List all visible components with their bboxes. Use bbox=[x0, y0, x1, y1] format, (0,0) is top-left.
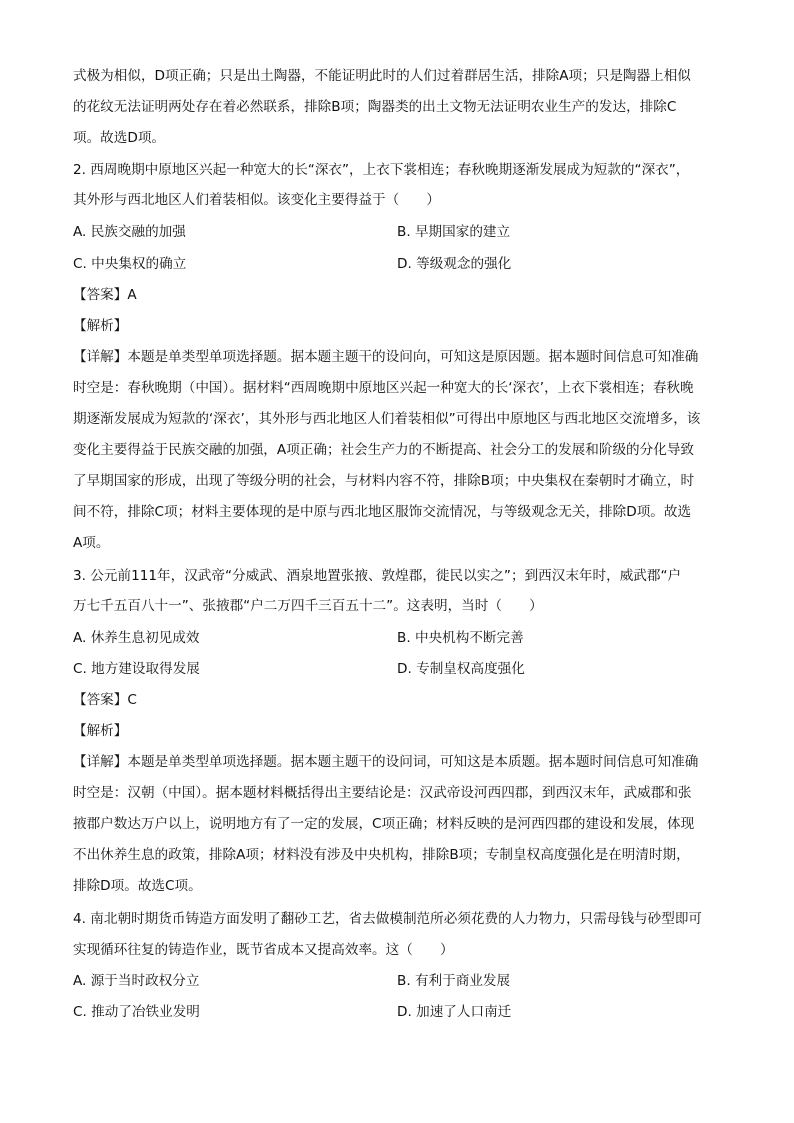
question-stem: 其外形与西北地区人们着装相似。该变化主要得益于（ ） bbox=[73, 192, 441, 208]
question-stem: 实现循环往复的铸造作业，既节省成本又提高效率。这（ ） bbox=[73, 942, 454, 958]
option-b: B. 早期国家的建立 bbox=[397, 224, 511, 240]
text-line: 的花纹无法证明两处存在着必然联系，排除B项；陶器类的出土文物无法证明农业生产的发达，排除C bbox=[73, 99, 677, 115]
analysis-label: 【解析】 bbox=[73, 723, 128, 739]
text-line: 式极为相似，D项正确；只是出土陶器，不能证明此时的人们过着群居生活，排除A项；只是陶器上相似 bbox=[73, 68, 691, 84]
option-a: A. 源于当时政权分立 bbox=[73, 973, 200, 989]
question-stem: 3. 公元前111年，汉武帝“分威武、酒泉地置张掖、敦煌郡，徙民以实之”；到西汉末年时，威武郡“户 bbox=[73, 568, 682, 584]
option-b: B. 中央机构不断完善 bbox=[397, 630, 524, 646]
text-line: 项。故选D项。 bbox=[73, 130, 166, 146]
detail-line: 期逐渐发展成为短款的‘深衣’，其外形与西北地区人们着装相似”可得出中原地区与西北地区交流增多，该 bbox=[73, 411, 701, 427]
option-a: A. 民族交融的加强 bbox=[73, 224, 186, 240]
analysis-label: 【解析】 bbox=[73, 318, 128, 334]
detail-line: 时空是：春秋晚期（中国）。据材料“西周晚期中原地区兴起一种宽大的长‘深衣’，上衣下裳相连；春秋晚 bbox=[73, 380, 694, 396]
option-c: C. 地方建设取得发展 bbox=[73, 661, 200, 677]
option-a: A. 休养生息初见成效 bbox=[73, 630, 200, 646]
detail-line: 了早期国家的形成，出现了等级分明的社会，与材料内容不符，排除B项；中央集权在秦朝时才确立，时 bbox=[73, 473, 695, 489]
detail-line: 变化主要得益于民族交融的加强，A项正确；社会生产力的不断提高、社会分工的发展和阶级的分化导致 bbox=[73, 442, 695, 458]
detail-line: 排除D项。故选C项。 bbox=[73, 878, 202, 894]
detail-line: 【详解】本题是单类型单项选择题。据本题主题干的设问词，可知这是本质题。据本题时间信息可知准确 bbox=[73, 754, 699, 770]
question-stem: 4. 南北朝时期货币铸造方面发明了翻砂工艺，省去做模制范所必须花费的人力物力，只需母钱与砂型即可 bbox=[73, 911, 703, 927]
option-c: C. 中央集权的确立 bbox=[73, 256, 187, 272]
question-stem: 2. 西周晚期中原地区兴起一种宽大的长“深衣”，上衣下裳相连；春秋晚期逐渐发展成为短款的“深衣”， bbox=[73, 162, 690, 178]
answer-label: 【答案】C bbox=[73, 692, 137, 708]
detail-line: A项。 bbox=[73, 535, 110, 551]
detail-line: 时空是：汉朝（中国）。据本题材料概括得出主要结论是：汉武帝设河西四郡，到西汉末年，武威郡和张 bbox=[73, 785, 692, 801]
option-c: C. 推动了冶铁业发明 bbox=[73, 1004, 200, 1020]
question-stem: 万七千五百八十一”、张掖郡“户二万四千三百五十二”。这表明，当时（ ） bbox=[73, 598, 543, 614]
answer-label: 【答案】A bbox=[73, 287, 137, 303]
option-d: D. 加速了人口南迁 bbox=[397, 1004, 512, 1020]
option-d: D. 专制皇权高度强化 bbox=[397, 661, 525, 677]
detail-line: 间不符，排除C项；材料主要体现的是中原与西北地区服饰交流情况，与等级观念无关，排除D项。故选 bbox=[73, 504, 692, 520]
detail-line: 不出休养生息的政策，排除A项；材料没有涉及中央机构，排除B项；专制皇权高度强化是在明清时期， bbox=[73, 847, 690, 863]
detail-line: 掖郡户数达万户以上，说明地方有了一定的发展，C项正确；材料反映的是河西四郡的建设和发展，体现 bbox=[73, 816, 695, 832]
option-d: D. 等级观念的强化 bbox=[397, 256, 512, 272]
option-b: B. 有利于商业发展 bbox=[397, 973, 511, 989]
detail-line: 【详解】本题是单类型单项选择题。据本题主题干的设问向，可知这是原因题。据本题时间信息可知准确 bbox=[73, 349, 699, 365]
